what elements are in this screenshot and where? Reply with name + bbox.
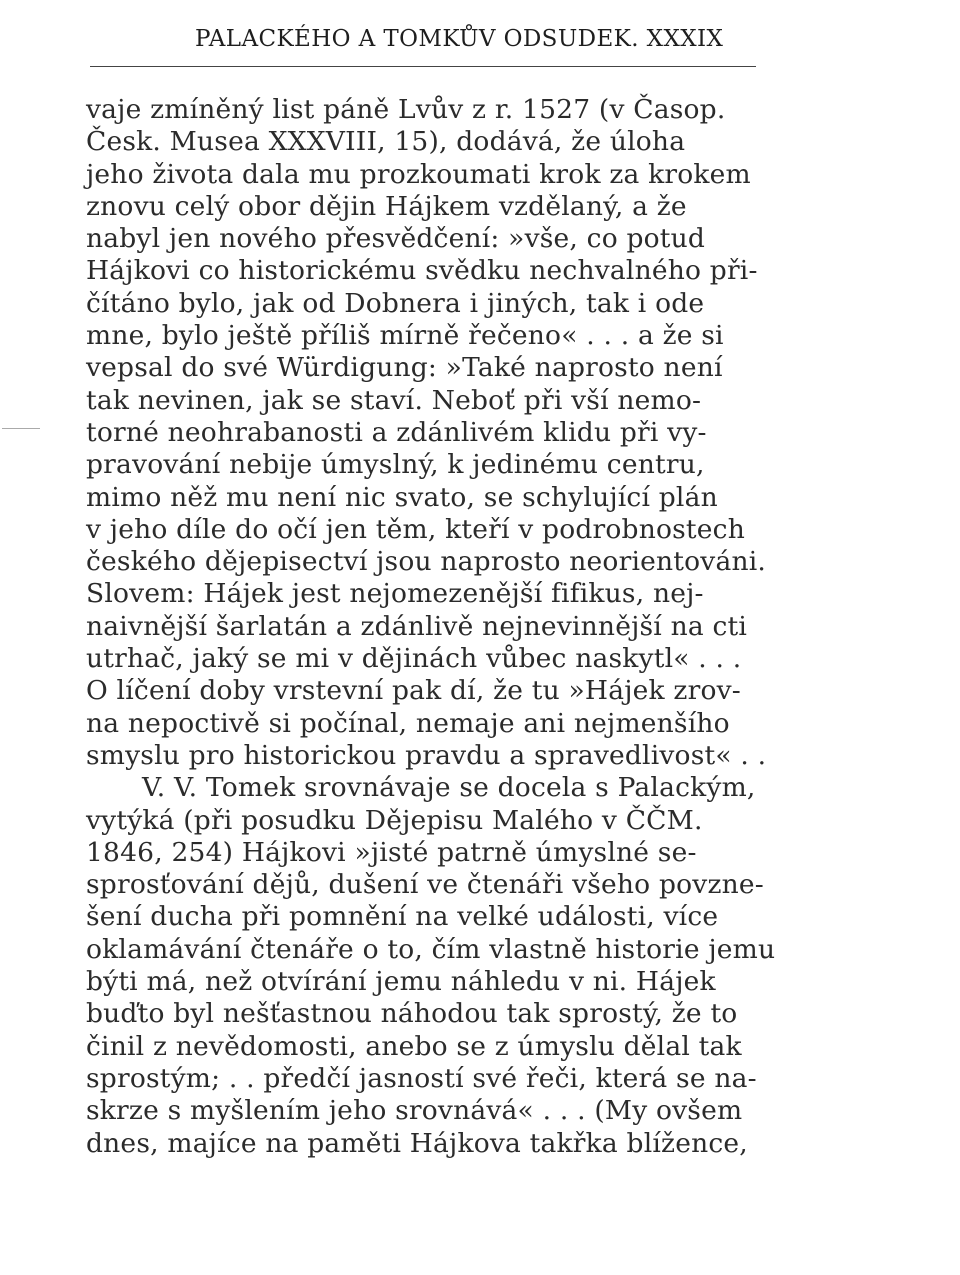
text-line: nabyl jen nového přesvědčení: »vše, co potud: [86, 223, 706, 255]
text-line: O líčení doby vrstevní pak dí, že tu »Hájek zrov-: [86, 675, 741, 707]
text-line: skrze s myšlením jeho srovnává« . . . (My ovšem: [86, 1095, 743, 1127]
text-line: mne, bylo ještě příliš mírně řečeno« . . . a že si: [86, 320, 724, 352]
text-line: mimo něž mu není nic svato, se schylující plán: [86, 481, 718, 513]
text-line: oklamávání čtenáře o to, čím vlastně historie jemu: [86, 933, 776, 965]
text-line: vaje zmíněný list páně Lvův z r. 1527 (v Časop.: [86, 94, 726, 125]
text-line: na nepoctivě si počínal, nemaje ani nejmenšího: [86, 707, 730, 739]
text-line: naivnější šarlatán a zdánlivě nejnevinnější na cti: [86, 610, 748, 642]
text-line: činil z nevědomosti, anebo se z úmyslu dělal tak: [86, 1030, 742, 1062]
text-line: sprosťování dějů, dušení ve čtenáři všeho povzne-: [86, 869, 764, 901]
text-line: znovu celý obor dějin Hájkem vzdělaný, a že: [86, 190, 687, 222]
text-line: 1846, 254) Hájkovi »jisté patrně úmyslné se-: [86, 836, 697, 868]
margin-pencil-mark: [2, 428, 40, 429]
text-line: buďto byl nešťastnou náhodou tak sprostý, že to: [86, 998, 738, 1030]
text-line: dnes, majíce na paměti Hájkova takřka blížence,: [86, 1127, 748, 1159]
text-line: šení ducha při pomnění na velké události, více: [86, 901, 719, 933]
running-title: PALACKÉHO A TOMKŮV ODSUDEK.: [195, 26, 639, 52]
text-line: Hájkovi co historickému svědku nechvalného při-: [86, 255, 758, 287]
text-line: tak nevinen, jak se staví. Neboť při vší nemo-: [86, 384, 702, 416]
text-line: býti má, než otvírání jemu náhledu v ni. Hájek: [86, 966, 716, 998]
text-line: v jeho díle do očí jen těm, kteří v podrobnostech: [86, 513, 745, 545]
text-line: sprostým; . . předčí jasností své řeči, která se na-: [86, 1062, 757, 1094]
header-rule: [90, 66, 756, 67]
text-line: torné neohrabanosti a zdánlivém klidu při vy-: [86, 416, 707, 448]
text-line: českého dějepisectví jsou naprosto neorientováni.: [86, 546, 767, 578]
page-header: [195, 26, 760, 52]
text-line: vepsal do své Würdigung: »Také naprosto není: [86, 352, 723, 384]
body-text: [86, 94, 776, 1160]
text-line: smyslu pro historickou pravdu a spravedlivost« . .: [86, 739, 767, 771]
text-line: čítáno bylo, jak od Dobnera i jiných, tak i ode: [86, 287, 705, 319]
text-line: vytýká (při posudku Dějepisu Malého v ČČM.: [86, 804, 703, 836]
paragraph-first-line: V. V. Tomek srovnávaje se docela s Palackým,: [142, 772, 756, 804]
text-line: utrhač, jaký se mi v dějinách vůbec naskytl« . . .: [86, 643, 742, 675]
text-line: Česk. Musea XXXVIII, 15), dodává, že úloha: [86, 126, 686, 158]
text-line: pravování nebije úmyslný, k jedinému centru,: [86, 449, 705, 481]
text-line: Slovem: Hájek jest nejomezenější fifikus, nej-: [86, 578, 704, 610]
text-line: jeho života dala mu prozkoumati krok za krokem: [86, 158, 751, 190]
page-number: XXXIX: [646, 26, 724, 52]
